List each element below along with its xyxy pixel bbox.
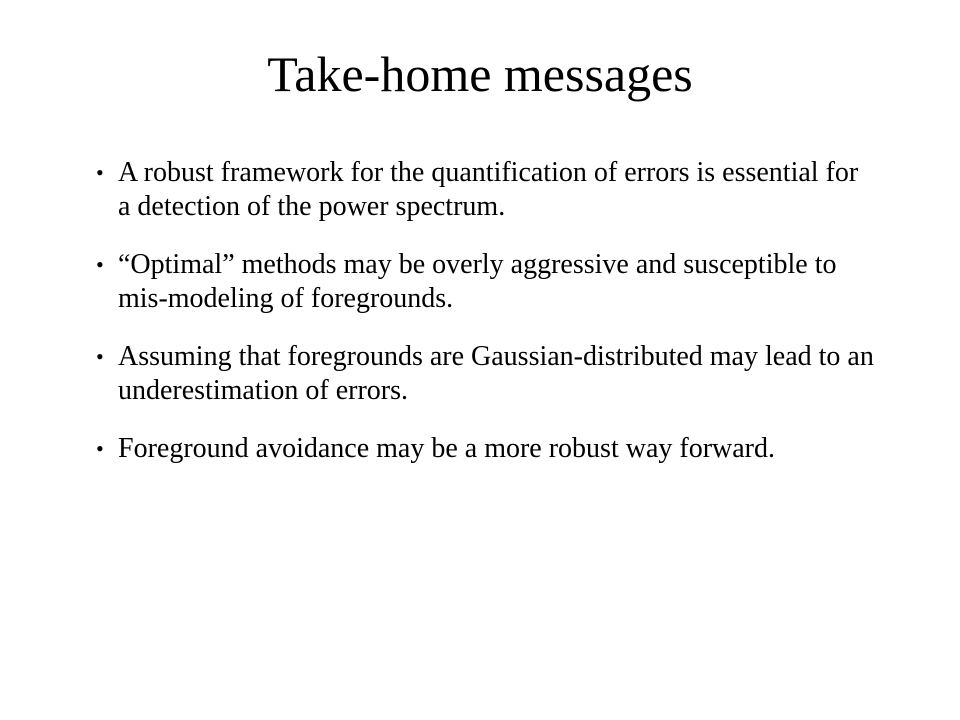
- bullet-list: [96, 156, 876, 490]
- bullet-text: A robust framework for the quantification of errors is essential for a detection of the power spectrum.: [118, 157, 859, 222]
- bullet-dot-icon: •: [96, 436, 104, 461]
- bullet-dot-icon: •: [96, 252, 104, 277]
- bullet-text: Assuming that foregrounds are Gaussian-distributed may lead to an underestimation of errors.: [118, 341, 874, 406]
- bullet-dot-icon: •: [96, 344, 104, 369]
- slide-title: Take-home messages: [267, 46, 693, 102]
- bullet-text: “Optimal” methods may be overly aggressive and susceptible to mis-modeling of foregrounds.: [118, 249, 837, 314]
- bullet-item: [96, 156, 876, 224]
- bullet-dot-icon: •: [96, 160, 104, 185]
- bullet-item: [96, 432, 876, 466]
- bullet-item: [96, 340, 876, 408]
- bullet-text: Foreground avoidance may be a more robust way forward.: [118, 433, 776, 464]
- bullet-item: [96, 248, 876, 316]
